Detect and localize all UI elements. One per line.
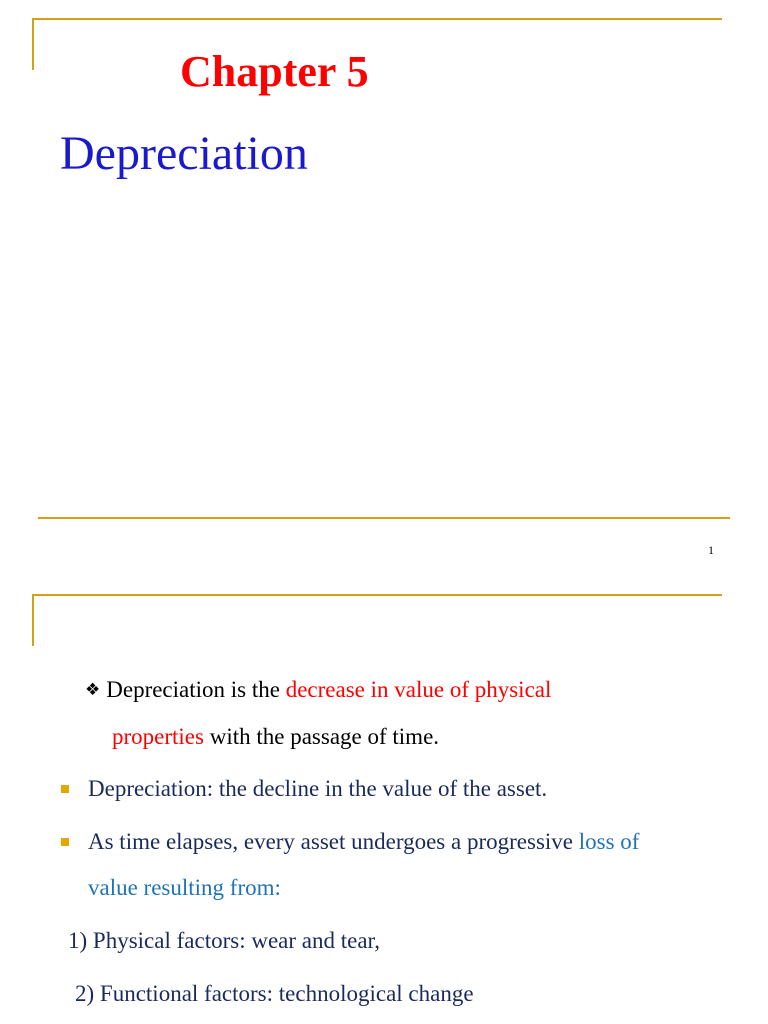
left-border-line — [32, 18, 34, 70]
definition-text: Depreciation is the — [106, 677, 286, 702]
definition-line-2 — [112, 723, 439, 751]
bullet-2-highlight: loss of — [578, 829, 640, 854]
factor-text: Physical factors: wear and tear, — [92, 928, 381, 953]
bullet-2-line-2: value resulting from: — [88, 875, 281, 900]
factor-number: 1) — [68, 928, 88, 953]
top-border-line — [32, 594, 722, 596]
definition-highlight: decrease in value of physical — [285, 677, 552, 702]
factor-item-1 — [68, 927, 380, 955]
top-border-line — [32, 18, 722, 20]
content-slide — [0, 580, 768, 1024]
factor-item-2 — [75, 980, 474, 1008]
definition-line-1 — [85, 676, 551, 704]
factor-number: 2) — [75, 981, 95, 1006]
square-bullet-icon — [61, 785, 69, 793]
four-diamond-icon: ❖ — [85, 680, 101, 700]
bottom-border-line — [38, 517, 730, 519]
factor-text: Functional factors: technological change — [99, 981, 474, 1006]
definition-text-cont: with the passage of time. — [203, 724, 440, 749]
square-bullet-icon — [61, 838, 69, 846]
bullet-1-text: Depreciation: the decline in the value of the asset. — [88, 776, 548, 801]
slide-title: Depreciation — [60, 127, 308, 180]
chapter-heading: Chapter 5 — [180, 47, 369, 96]
left-border-line — [32, 594, 34, 646]
bullet-2-line-1 — [88, 828, 639, 856]
page-number: 1 — [708, 543, 714, 557]
definition-highlight-cont: properties — [112, 724, 204, 749]
bullet-2-text: As time elapses, every asset undergoes a progressive — [88, 829, 579, 854]
